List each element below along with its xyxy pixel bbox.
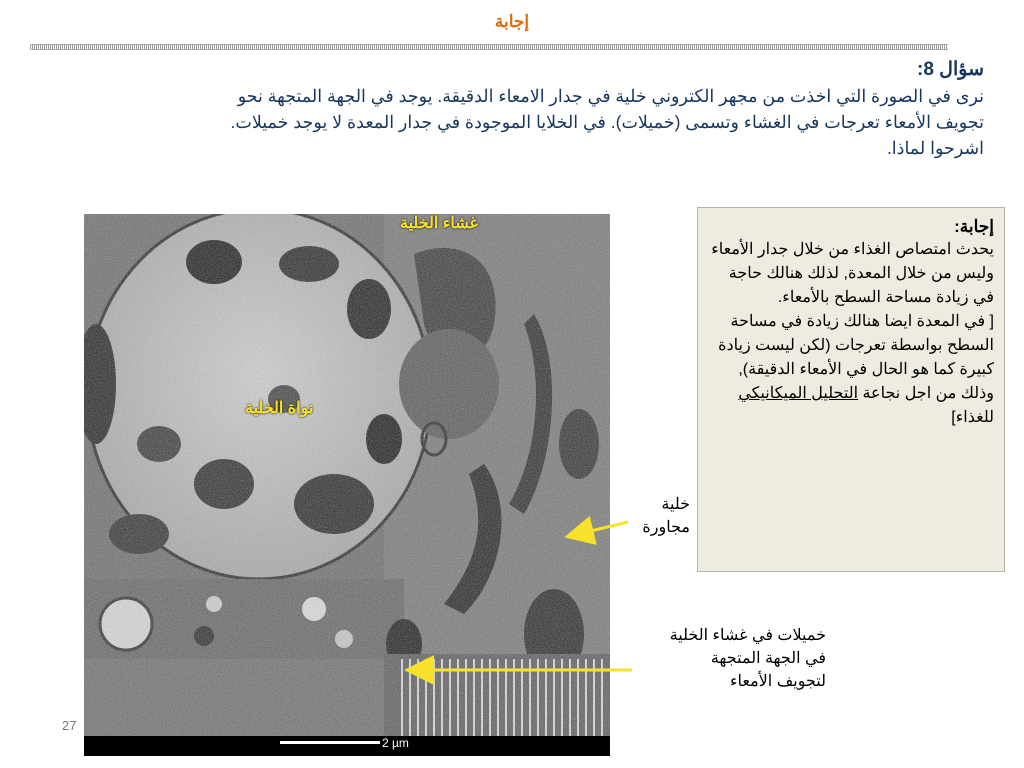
question-line-2: تجويف الأمعاء تعرجات في الغشاء وتسمى (خميلات). في الخلايا الموجودة في جدار المعدة لا يوجد خميلات. bbox=[230, 112, 984, 132]
answer-p2-start: [ في المعدة ايضا هنالك زيادة في مساحة السطح بواسطة تعرجات (لكن ليست زيادة كبيرة كما هو الحال في الأمعاء الدقيقة), وذلك من اجل نجاعة bbox=[718, 313, 994, 402]
scale-label: 2 µm bbox=[382, 736, 409, 750]
villi-label-line-3: لتجويف الأمعاء bbox=[729, 673, 826, 690]
answer-paragraph-1: يحدث امتصاص الغذاء من خلال جدار الأمعاء وليس من خلال المعدة, لذلك هنالك حاجة في زيادة مساحة السطح بالأمعاء. bbox=[711, 241, 994, 306]
answer-underlined-term: التحليل الميكانيكي bbox=[738, 385, 859, 402]
neighbor-label-line-1: خلية bbox=[661, 496, 690, 513]
slide-title: إجابة bbox=[494, 12, 530, 31]
neighbor-cell-arrow bbox=[570, 522, 628, 536]
question-heading: سؤال 8: bbox=[916, 59, 984, 80]
page-number: 27 bbox=[62, 718, 77, 733]
question-line-3: اشرحوا لماذا. bbox=[886, 138, 984, 158]
neighbor-label-line-2: مجاورة bbox=[642, 519, 690, 536]
question-line-1: نرى في الصورة التي اخذت من مجهر الكتروني خلية في جدار الامعاء الدقيقة. يوجد في الجهة المتجهة نحو bbox=[237, 86, 984, 106]
nucleus-label: نواة الخلية bbox=[245, 400, 314, 417]
membrane-label: غشاء الخلية bbox=[400, 215, 478, 232]
answer-heading: إجابة: bbox=[954, 217, 994, 236]
answer-p2-end: للغذاء] bbox=[951, 409, 994, 426]
villi-label-line-1: خميلات في غشاء الخلية bbox=[669, 627, 826, 644]
villi-label-line-2: في الجهة المتجهة bbox=[710, 650, 826, 667]
